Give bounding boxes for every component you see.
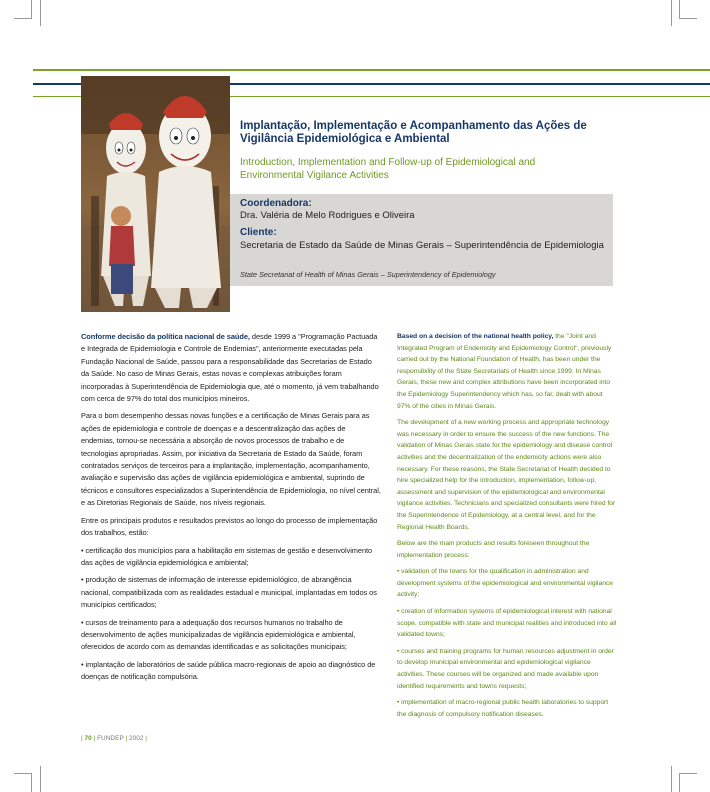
crop-mark-br-v [679, 774, 680, 792]
paragraph-1 [397, 331, 617, 412]
coordinator-label: Coordenadora: [240, 198, 312, 209]
coordinator-name: Dra. Valéria de Melo Rodrigues e Oliveira [240, 210, 415, 221]
paragraph-2: Para o bom desempenho dessas novas funções e a certificação de Minas Gerais para as ações de epidemiologia e controle de doenças e a descentralização das ações de endemias, tornou-se necessária a absorção de novos processos de trabalho e de tecnologias apropriadas. Assim, por iniciativa da Secretaria de Estado da Saúde, foram contratados serviços de terceiros para a implantação, implementação, acompanhamento, avaliação e supervisão das ações de vigilância epidemiológica e ambiental, suprindo de técnicos e consultores especializados a Superintendência de Epidemiologia, no nível central, e as Diretorias Regionais de Saúde, nos níveis regionais. [81, 411, 381, 508]
client-name-pt: Secretaria de Estado da Saúde de Minas Gerais – Superintendência de Epidemiologia [240, 240, 604, 251]
footer-org: FUNDEP [97, 735, 124, 742]
rule-green-top [33, 69, 710, 71]
paragraph-1-lead: Conforme decisão da política nacional de saúde, [81, 332, 250, 341]
bullet-4: • implementation of macro-regional public health laboratories to support the diagnosis of compulsory notification diseases. [397, 699, 609, 718]
crop-mark-tr-v2 [671, 0, 672, 26]
page-number: 70 [84, 735, 92, 742]
footer-separator: | [125, 735, 128, 742]
bullet-3: • cursos de treinamento para a adequação dos recursos humanos no trabalho de desenvolvimento de ações municipalizadas de vigilância epidemiológica e ambiental, oferecidos de acordo com as demandas identificadas e as solicitações municipais; [81, 617, 356, 652]
crop-mark-tr-v [679, 0, 680, 18]
bullet-4: • implantação de laboratórios de saúde pública macro-regionais de apoio ao diagnóstico de doenças de notificação compulsória. [81, 659, 376, 682]
crop-mark-bl-h [14, 773, 32, 774]
footer-year: 2002 [129, 735, 144, 742]
crop-mark-tl-v2 [40, 0, 41, 26]
paragraph-1-text: the "Joint and Integrated Program of Endemicity and Epidemiology Control", previously carried out by the National Foundation of Health, has been under the responsibility of the State Secretariats of Health since 1999. In Minas Gerais, these new and complex attributions have been incorporated into the Epidemiology Superintendency which has, so far, dealt with about 97% of the cities in Minas Gerais. [397, 333, 612, 410]
crop-mark-tr-h [679, 18, 697, 19]
crop-mark-bl-v [31, 774, 32, 792]
bullet-2: • produção de sistemas de informação de interesse epidemiológico, de abrangência nacional, compatibilizada com as realidades estadual e municipal, implantadas em todos os municípios certificados; [81, 575, 377, 610]
crop-mark-tl-v [31, 0, 32, 18]
paragraph-2: The development of a new working process and appropriate technology was necessary in order to ensure the success of the new functions. The validation of Minas Gerais state for the epidemiology and disease control activities and the decentralization of the endemicity actions were also necessary. For these reasons, the State Secretariat of Health decided to hire specialized help for the introduction, implementation, follow-up, assessment and supervision of the epidemiological and environmental vigilance activities. Technicians and specialized consultants were hired for the Superintendence of Epidemiology, at a central level, and for the Regional Health Boards. [397, 419, 616, 531]
bullet-1: • validation of the towns for the qualification in administration and development systems of the epidemiological and environmental vigilance activity; [397, 568, 614, 599]
paragraph-3: Below are the main products and results foreseen throughout the implementation process: [397, 540, 590, 559]
bullet-3: • courses and training programs for human resources adjustment in order to develop municipal environmental and epidemiological vigilance activities. These courses will be organized and made available upon identified requirements and towns requests; [397, 647, 614, 690]
crop-mark-br-v2 [671, 766, 672, 792]
client-name-en: State Secretariat of Health of Minas Gerais – Superintendency of Epidemiology [240, 270, 496, 279]
title-english: Introduction, Implementation and Follow-up of Epidemiological and Environmental Vigilance Activities [240, 157, 536, 181]
client-label: Cliente: [240, 227, 277, 238]
bullet-2: • creation of information systems of epidemiological interest with national scope, compatible with state and municipal realities and introduced into all validated towns; [397, 608, 617, 639]
crop-mark-bl-v2 [40, 766, 41, 792]
body-portuguese [81, 331, 381, 689]
footer-separator: | [145, 735, 147, 742]
title-portuguese: Implantação, Implementação e Acompanhamento das Ações de Vigilância Epidemiológica e Ambiental [240, 120, 587, 145]
paragraph-1 [81, 331, 381, 405]
paragraph-1-text: desde 1999 a "Programação Pactuada e Integrada de Epidemiologia e Controle de Endemias", anteriormente executadas pela Fundação Nacional de Saúde, passou para a responsabilidade das Secretarias de Estado da Saúde. No caso de Minas Gerais, estas novas e complexas atribuições foram incorporadas à Superintendência de Epidemiologia que, até o momento, já vem trabalhando com cerca de 97% do total dos municípios mineiros. [81, 332, 379, 404]
footer-separator: | [81, 735, 83, 742]
body-english [397, 331, 617, 725]
bullet-1: • certificação dos municípios para a habilitação em sistemas de gestão e desenvolvimento das ações de vigilância epidemiológica e ambiental; [81, 545, 373, 567]
crop-mark-br-h [679, 773, 697, 774]
paragraph-1-lead: Based on a decision of the national health policy, [397, 333, 554, 340]
page-footer [81, 734, 147, 743]
paragraph-3: Entre os principais produtos e resultados previstos ao longo do processo de implementação dos trabalhos, estão: [81, 515, 378, 538]
crop-mark-tl-h [14, 18, 32, 19]
mascots-photo [81, 76, 230, 312]
footer-separator: | [93, 735, 96, 742]
